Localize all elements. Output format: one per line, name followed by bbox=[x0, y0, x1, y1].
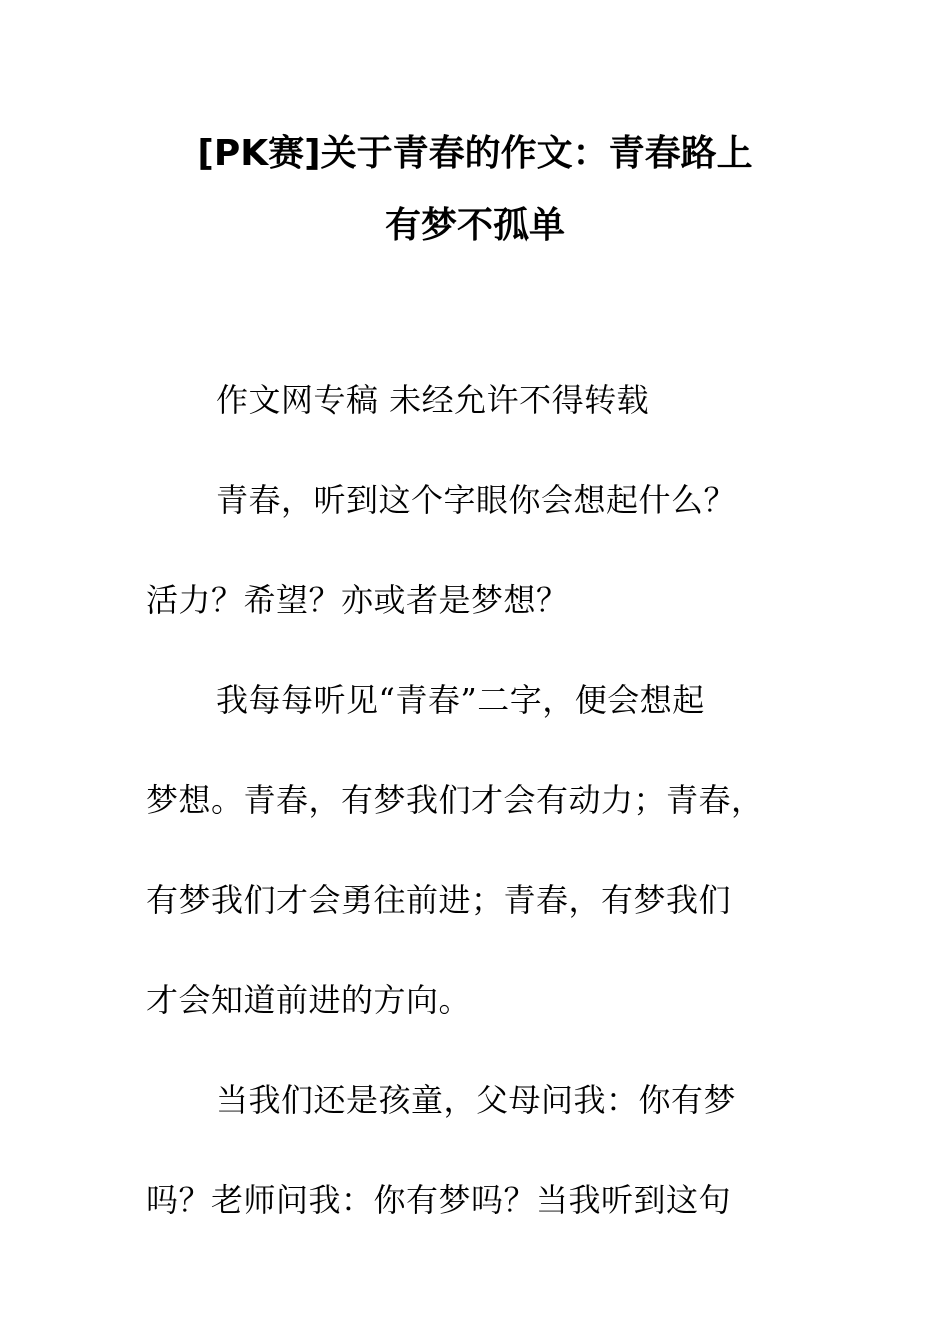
paragraph-line: 吗？老师问我：你有梦吗？当我听到这句 bbox=[146, 1181, 732, 1219]
paragraph-line: 当我们还是孩童，父母问我：你有梦 bbox=[216, 1081, 737, 1119]
document-title-line-2: 有梦不孤单 bbox=[384, 205, 565, 246]
paragraph-line: 青春，听到这个字眼你会想起什么？ bbox=[216, 481, 737, 519]
paragraph-line: 我每每听见“青春”二字，便会想起 bbox=[216, 681, 705, 719]
paragraph-line: 活力？希望？亦或者是梦想？ bbox=[146, 581, 569, 619]
paragraph-line: 有梦我们才会勇往前进；青春，有梦我们 bbox=[146, 881, 732, 919]
paragraph-line: 才会知道前进的方向。 bbox=[146, 981, 472, 1019]
document-title-line-1: [PK赛]关于青春的作文：青春路上 bbox=[197, 133, 753, 174]
paragraph-line: 梦想。青春，有梦我们才会有动力；青春， bbox=[146, 781, 764, 819]
paragraph-line-copyright: 作文网专稿 未经允许不得转载 bbox=[216, 381, 650, 419]
